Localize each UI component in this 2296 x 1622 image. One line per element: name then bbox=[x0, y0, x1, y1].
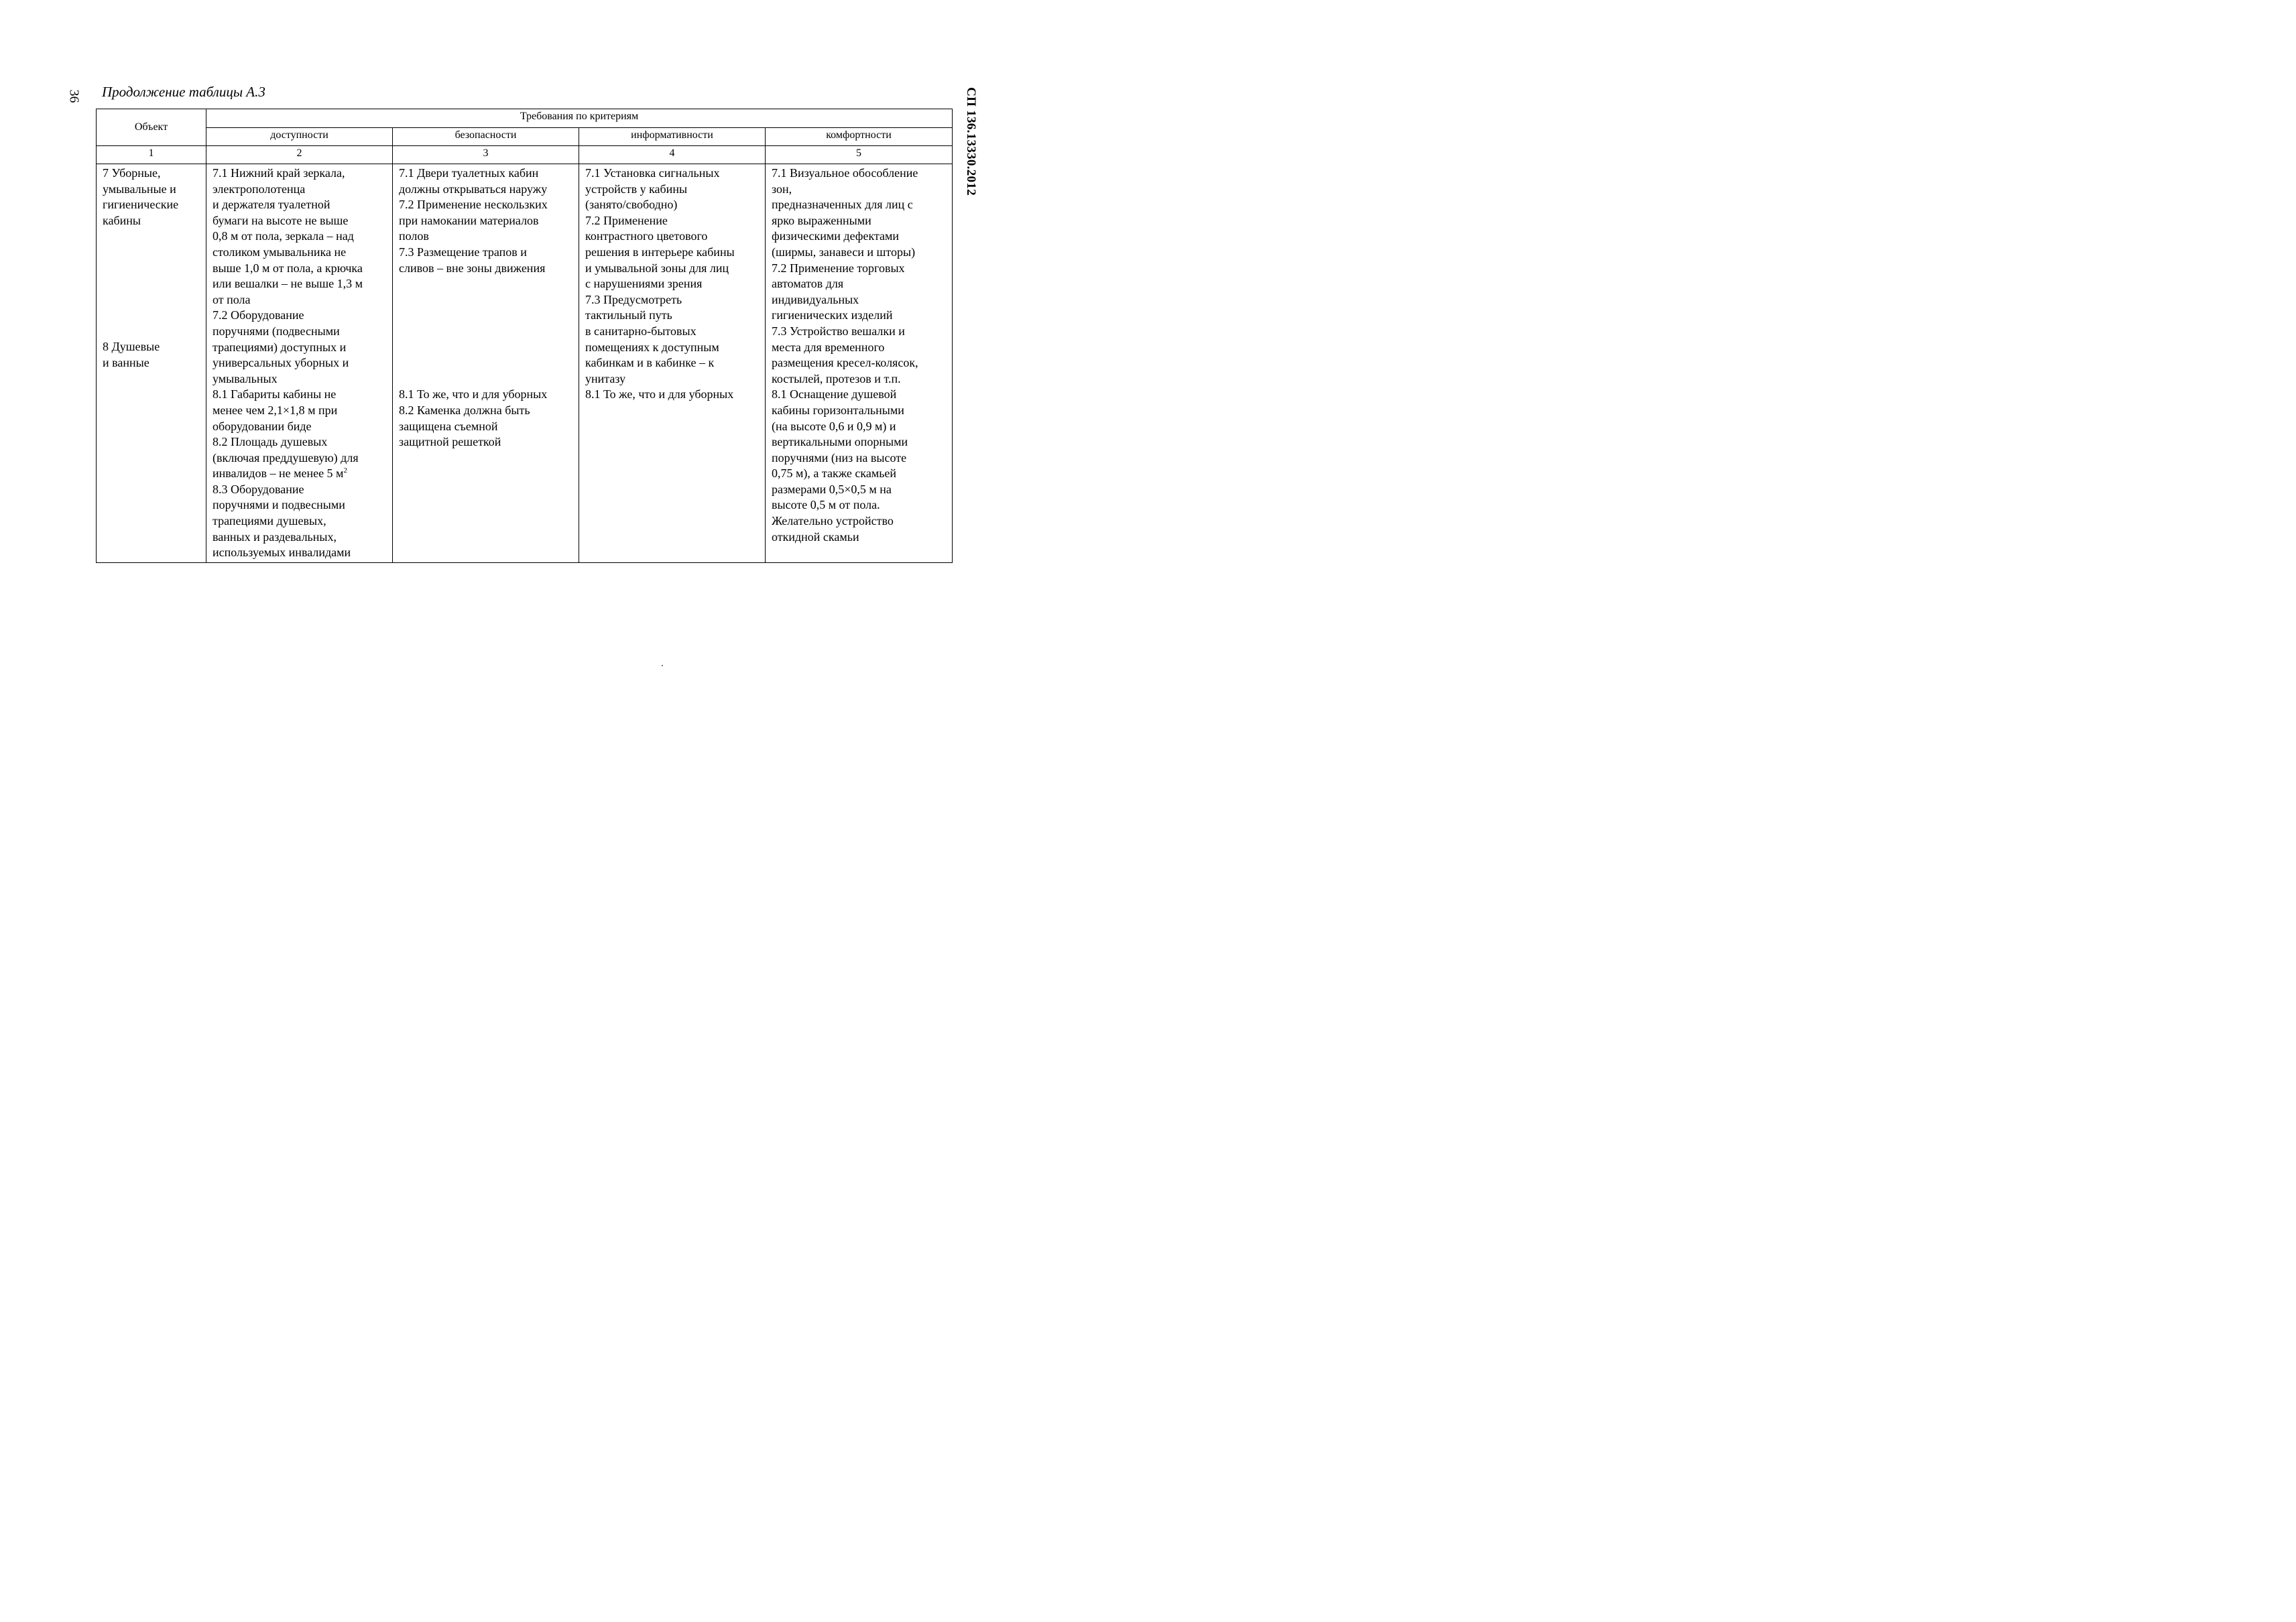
column-number: 3 bbox=[393, 146, 579, 164]
accessibility-cell: 7.1 Нижний край зеркала, электрополотенца и держателя туалетной бумаги на высоте не выше 0,8 м от пола, зеркала – над столиком умывальника не выше 1,0 м от пола, а крючка или вешалки – не выше 1,3 м от пола 7.2 Оборудование поручнями (подвесными трапециями) доступных и универсальных уборных и умывальных 8.1 Габариты кабины не менее чем 2,1×1,8 м при оборудовании биде 8.2 Площадь душевых (включая преддушевую) для инвалидов – не менее 5 $м^2$ 8.3 Оборудование поручнями и подвесными трапециями душевых, ванных и раздевальных, используемых инвалидами bbox=[206, 164, 393, 563]
column-number: 4 bbox=[579, 146, 766, 164]
safety-cell: 7.1 Двери туалетных кабин должны открываться наружу 7.2 Применение нескользких при намокании материалов полов 7.3 Размещение трапов и сливов – вне зоны движения 8.1 То же, что и для уборных 8.2 Каменка должна быть защищена съемной защитной решеткой bbox=[393, 164, 579, 563]
informativeness-cell: 7.1 Установка сигнальных устройств у кабины (занято/свободно) 7.2 Применение контрастного цветового решения в интерьере кабины и умывальной зоны для лиц с нарушениями зрения 7.3 Предусмотреть тактильный путь в санитарно-бытовых помещениях к доступным кабинкам и в кабинке – к унитазу 8.1 То же, что и для уборных bbox=[579, 164, 766, 563]
criterion-comfort: комфортности bbox=[766, 128, 953, 146]
object-header: Объект bbox=[97, 109, 206, 146]
object-cell: 7 Уборные, умывальные и гигиенические кабины 8 Душевые и ванные bbox=[97, 164, 206, 563]
criterion-informativeness: информативности bbox=[579, 128, 766, 146]
document-code: СП 136.13330.2012 bbox=[964, 87, 978, 196]
requirements-header: Требования по критериям bbox=[206, 109, 953, 128]
comfort-cell: 7.1 Визуальное обособление зон, предназначенных для лиц с ярко выраженными физическими дефектами (ширмы, занавеси и шторы) 7.2 Применение торговых автоматов для индивидуальных гигиенических изделий 7.3 Устройство вешалки и места для временного размещения кресел-колясок, костылей, протезов и т.п. 8.1 Оснащение душевой кабины горизонтальными (на высоте 0,6 и 0,9 м) и вертикальными опорными поручнями (низ на высоте 0,75 м), а также скамьей размерами 0,5×0,5 м на высоте 0,5 м от пола. Желательно устройство откидной скамьи bbox=[766, 164, 953, 563]
criterion-safety: безопасности bbox=[393, 128, 579, 146]
column-number: 2 bbox=[206, 146, 393, 164]
table-caption: Продолжение таблицы А.3 bbox=[102, 84, 265, 100]
column-number: 1 bbox=[97, 146, 206, 164]
criterion-accessibility: доступности bbox=[206, 128, 393, 146]
scan-speck bbox=[662, 665, 663, 666]
column-number: 5 bbox=[766, 146, 953, 164]
page-number: 36 bbox=[66, 89, 82, 103]
superscript-2: 2 bbox=[343, 466, 347, 475]
requirements-table bbox=[96, 109, 953, 563]
